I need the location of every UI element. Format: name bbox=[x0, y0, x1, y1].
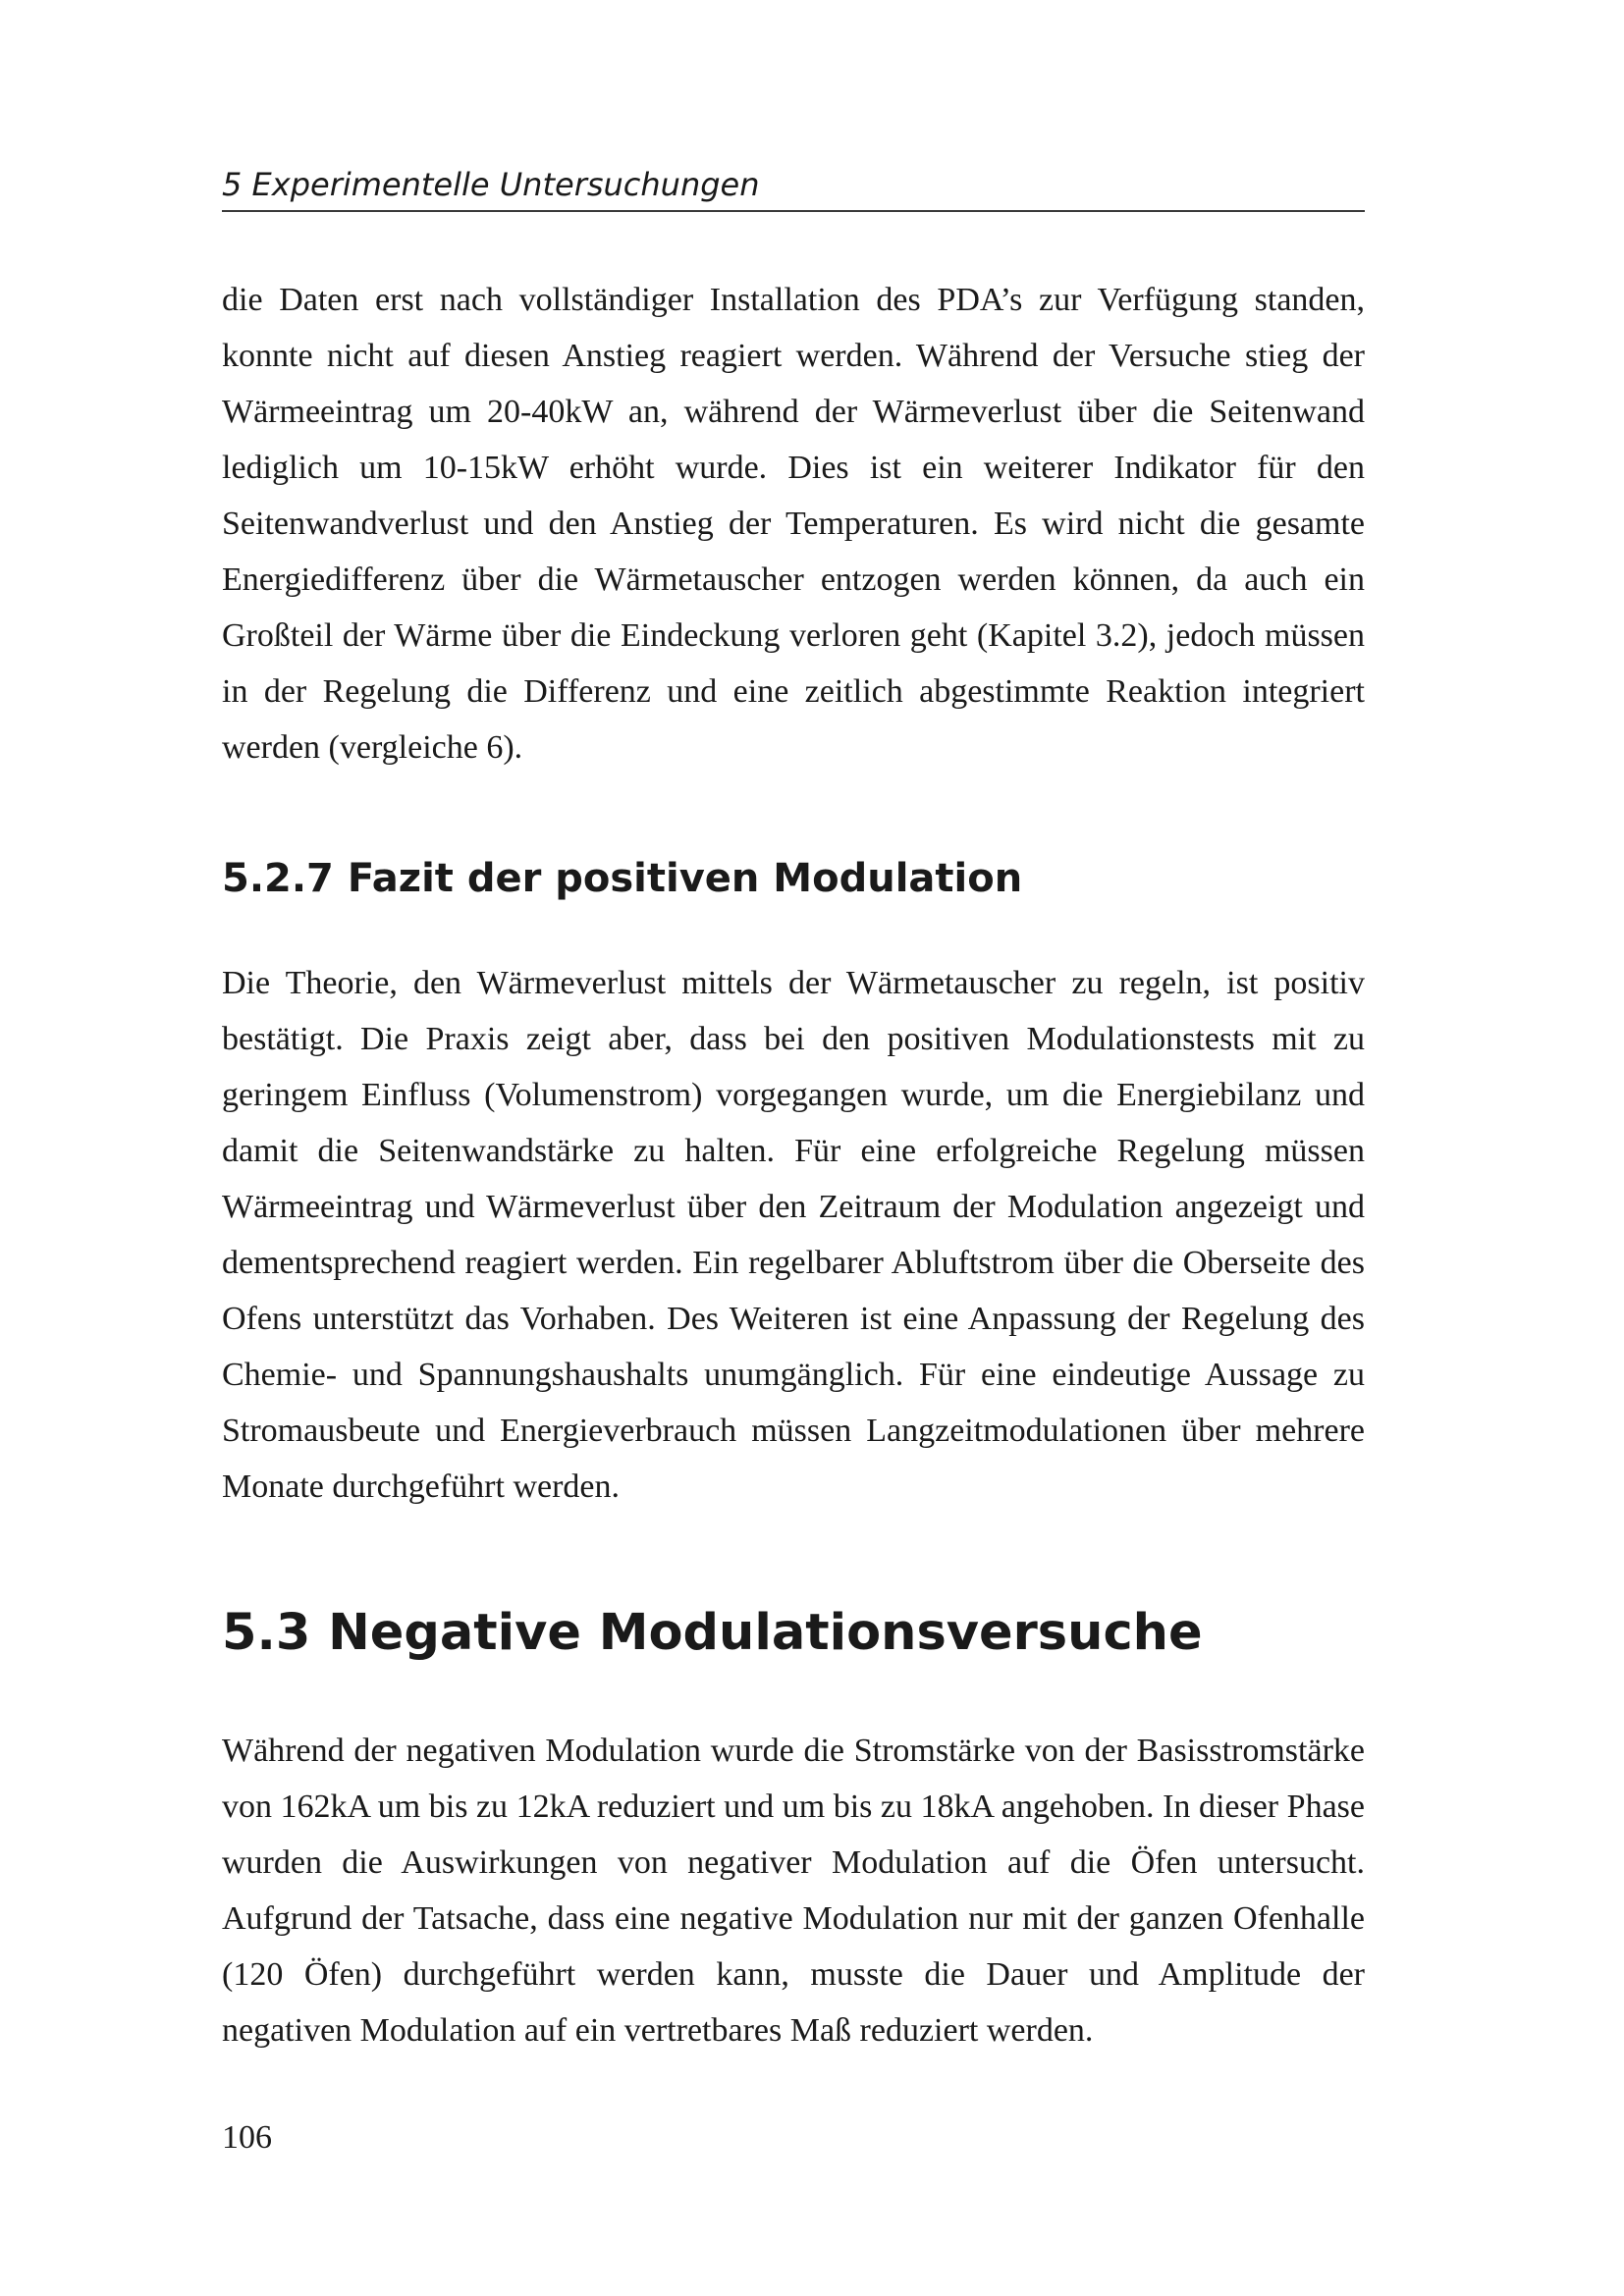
section-heading: 5.3 Negative Modulationsversuche bbox=[222, 1604, 1203, 1662]
body-paragraph-1: die Daten erst nach vollständiger Installation des PDA’s zur Verfügung standen, konnte nicht auf diesen Anstieg reagiert werden. Während der Versuche stieg der Wärmeeintrag um 20-40kW an, während der Wärmeverlust über die Seitenwand lediglich um 10-15kW erhöht wurde. Dies ist ein weiterer Indikator für den Seitenwandverlust und den Anstieg der Temperaturen. Es wird nicht die gesamte Energiedifferenz über die Wärmetauscher entzogen werden können, da auch ein Großteil der Wärme über die Eindeckung verloren geht (Kapitel 3.2), jedoch müssen in der Regelung die Differenz und eine zeitlich abgestimmte Reaktion integriert werden (vergleiche 6). bbox=[222, 282, 1365, 766]
body-paragraph-2: Die Theorie, den Wärmeverlust mittels der Wärmetauscher zu regeln, ist positiv bestätigt. Die Praxis zeigt aber, dass bei den positiven Modulationstests mit zu geringem Einfluss (Volumenstrom) vorgegangen wurde, um die Energiebilanz und damit die Seitenwandstärke zu halten. Für eine erfolgreiche Regelung müssen Wärmeeintrag und Wärmeverlust über den Zeitraum der Modulation angezeigt und dementsprechend reagiert werden. Ein regelbarer Abluftstrom über die Oberseite des Ofens unterstützt das Vorhaben. Des Weiteren ist eine Anpassung der Regelung des Chemie- und Spannungshaushalts unumgänglich. Für eine eindeutige Aussage zu Stromausbeute und Energieverbrauch müssen Langzeitmodulationen über mehrere Monate durchgeführt werden. bbox=[222, 965, 1365, 1505]
running-header: 5 Experimentelle Untersuchungen bbox=[222, 165, 1365, 212]
body-paragraph-3: Während der negativen Modulation wurde die Stromstärke von der Basisstromstärke von 162kA um bis zu 12kA reduziert und um bis zu 18kA angehoben. In dieser Phase wurden die Auswirkungen von negativer Modulation auf die Öfen untersucht. Aufgrund der Tatsache, dass eine negative Modulation nur mit der ganzen Ofenhalle (120 Öfen) durchgeführt werden kann, musste die Dauer und Amplitude der negativen Modulation auf ein vertretbares Maß reduziert werden. bbox=[222, 1733, 1365, 2049]
page-number: 106 bbox=[222, 2119, 272, 2156]
subsection-heading: 5.2.7 Fazit der positiven Modulation bbox=[222, 856, 1023, 901]
